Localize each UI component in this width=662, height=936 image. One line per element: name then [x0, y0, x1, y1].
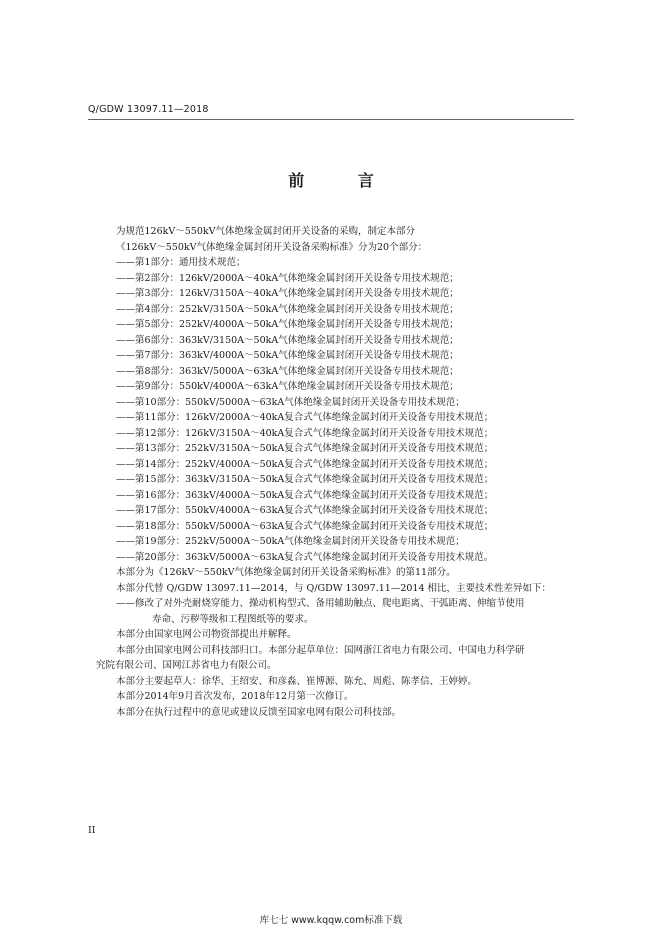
part-list-item: ——第15部分：363kV/3150A～50kA复合式气体绝缘金属封闭开关设备专用技术规范；	[116, 474, 494, 485]
part-list-item: ——第12部分：126kV/3150A～40kA复合式气体绝缘金属封闭开关设备专用技术规范；	[116, 427, 494, 439]
proposer-paragraph: 本部分由国家电网公司物资部提出并解释。	[116, 629, 297, 640]
part-list-item: ——第17部分：550kV/4000A～63kA复合式气体绝缘金属封闭开关设备专用技术规范；	[116, 505, 494, 516]
part-list-item: ——第8部分：363kV/5000A～63kA气体绝缘金属封闭开关设备专用技术规范；	[116, 365, 459, 377]
site-watermark: 库七七 www.kqqw.com标准下载	[259, 915, 403, 926]
part-list-item: ——第7部分：363kV/4000A～50kA气体绝缘金属封闭开关设备专用技术规范；	[116, 350, 459, 361]
replaces-paragraph: 本部分代替 Q/GDW 13097.11—2014，与 Q/GDW 13097.11—2014 相比，主要技术性差异如下：	[116, 582, 552, 594]
standard-code: Q/GDW 13097.11—2018	[88, 104, 209, 115]
part-list-item: ——第9部分：550kV/4000A～63kA气体绝缘金属封闭开关设备专用技术规范；	[116, 381, 459, 392]
foreword-body	[96, 224, 576, 720]
series-paragraph: 《126kV～550kV气体绝缘金属封闭开关设备采购标准》分为20个部分：	[116, 241, 428, 253]
part-list-item: ——第19部分：252kV/5000A～50kA气体绝缘金属封闭开关设备专用技术规范；	[116, 536, 465, 547]
header-divider	[88, 119, 574, 120]
part-list-item: ——第2部分：126kV/2000A～40kA气体绝缘金属封闭开关设备专用技术规范；	[116, 272, 459, 284]
change-item-continuation: 寿命、污秽等级和工程图纸等的要求。	[152, 613, 314, 625]
page-title: 前 言	[288, 171, 398, 190]
part-list-item: ——第10部分：550kV/5000A～63kA气体绝缘金属封闭开关设备专用技术规范；	[116, 396, 465, 408]
this-part-paragraph: 本部分为《126kV～550kV气体绝缘金属封闭开关设备采购标准》的第11部分。	[116, 567, 456, 578]
history-paragraph: 本部分2014年9月首次发布，2018年12月第一次修订。	[116, 691, 354, 702]
part-list-item: ——第3部分：126kV/3150A～40kA气体绝缘金属封闭开关设备专用技术规范；	[116, 288, 459, 299]
change-item-line: ——修改了对外壳耐烧穿能力、操动机构型式、备用辅助触点、爬电距离、干弧距离、伸缩节使用	[116, 598, 525, 609]
part-list-item: ——第14部分：252kV/4000A～50kA复合式气体绝缘金属封闭开关设备专用技术规范；	[116, 458, 494, 470]
part-list-item: ——第6部分：363kV/3150A～50kA气体绝缘金属封闭开关设备专用技术规范；	[116, 334, 459, 346]
feedback-paragraph: 本部分在执行过程中的意见或建议反馈至国家电网有限公司科技部。	[116, 706, 402, 718]
part-list-item: ——第5部分：252kV/4000A～50kA气体绝缘金属封闭开关设备专用技术规范；	[116, 319, 459, 330]
part-list-item: ——第20部分：363kV/5000A～63kA复合式气体绝缘金属封闭开关设备专用技术规范。	[116, 551, 494, 563]
part-list-item: ——第18部分：550kV/5000A～63kA复合式气体绝缘金属封闭开关设备专用技术规范；	[116, 520, 494, 532]
part-list-item: ——第13部分：252kV/3150A～50kA复合式气体绝缘金属封闭开关设备专用技术规范；	[116, 443, 494, 454]
authors-paragraph: 本部分主要起草人：徐华、王绍安、和彦淼、崔博源、陈允、周彪、陈孝信、王婷婷。	[116, 675, 478, 687]
drafter-paragraph: 本部分由国家电网公司科技部归口。本部分起草单位：国网浙江省电力有限公司、中国电力科学研	[116, 644, 525, 656]
part-list-item: ——第11部分：126kV/2000A～40kA复合式气体绝缘金属封闭开关设备专用技术规范；	[116, 412, 494, 423]
intro-paragraph: 为规范126kV～550kV气体绝缘金属封闭开关设备的采购，制定本部分	[116, 226, 416, 237]
part-list-item: ——第16部分：363kV/4000A～50kA复合式气体绝缘金属封闭开关设备专用技术规范；	[116, 489, 494, 501]
drafter-paragraph-continuation: 究院有限公司、国网江苏省电力有限公司。	[96, 660, 277, 671]
part-list-item: ——第4部分：252kV/3150A～50kA气体绝缘金属封闭开关设备专用技术规范；	[116, 303, 459, 315]
part-list-item: ——第1部分：通用技术规范；	[116, 257, 246, 268]
page-number: II	[88, 825, 96, 836]
